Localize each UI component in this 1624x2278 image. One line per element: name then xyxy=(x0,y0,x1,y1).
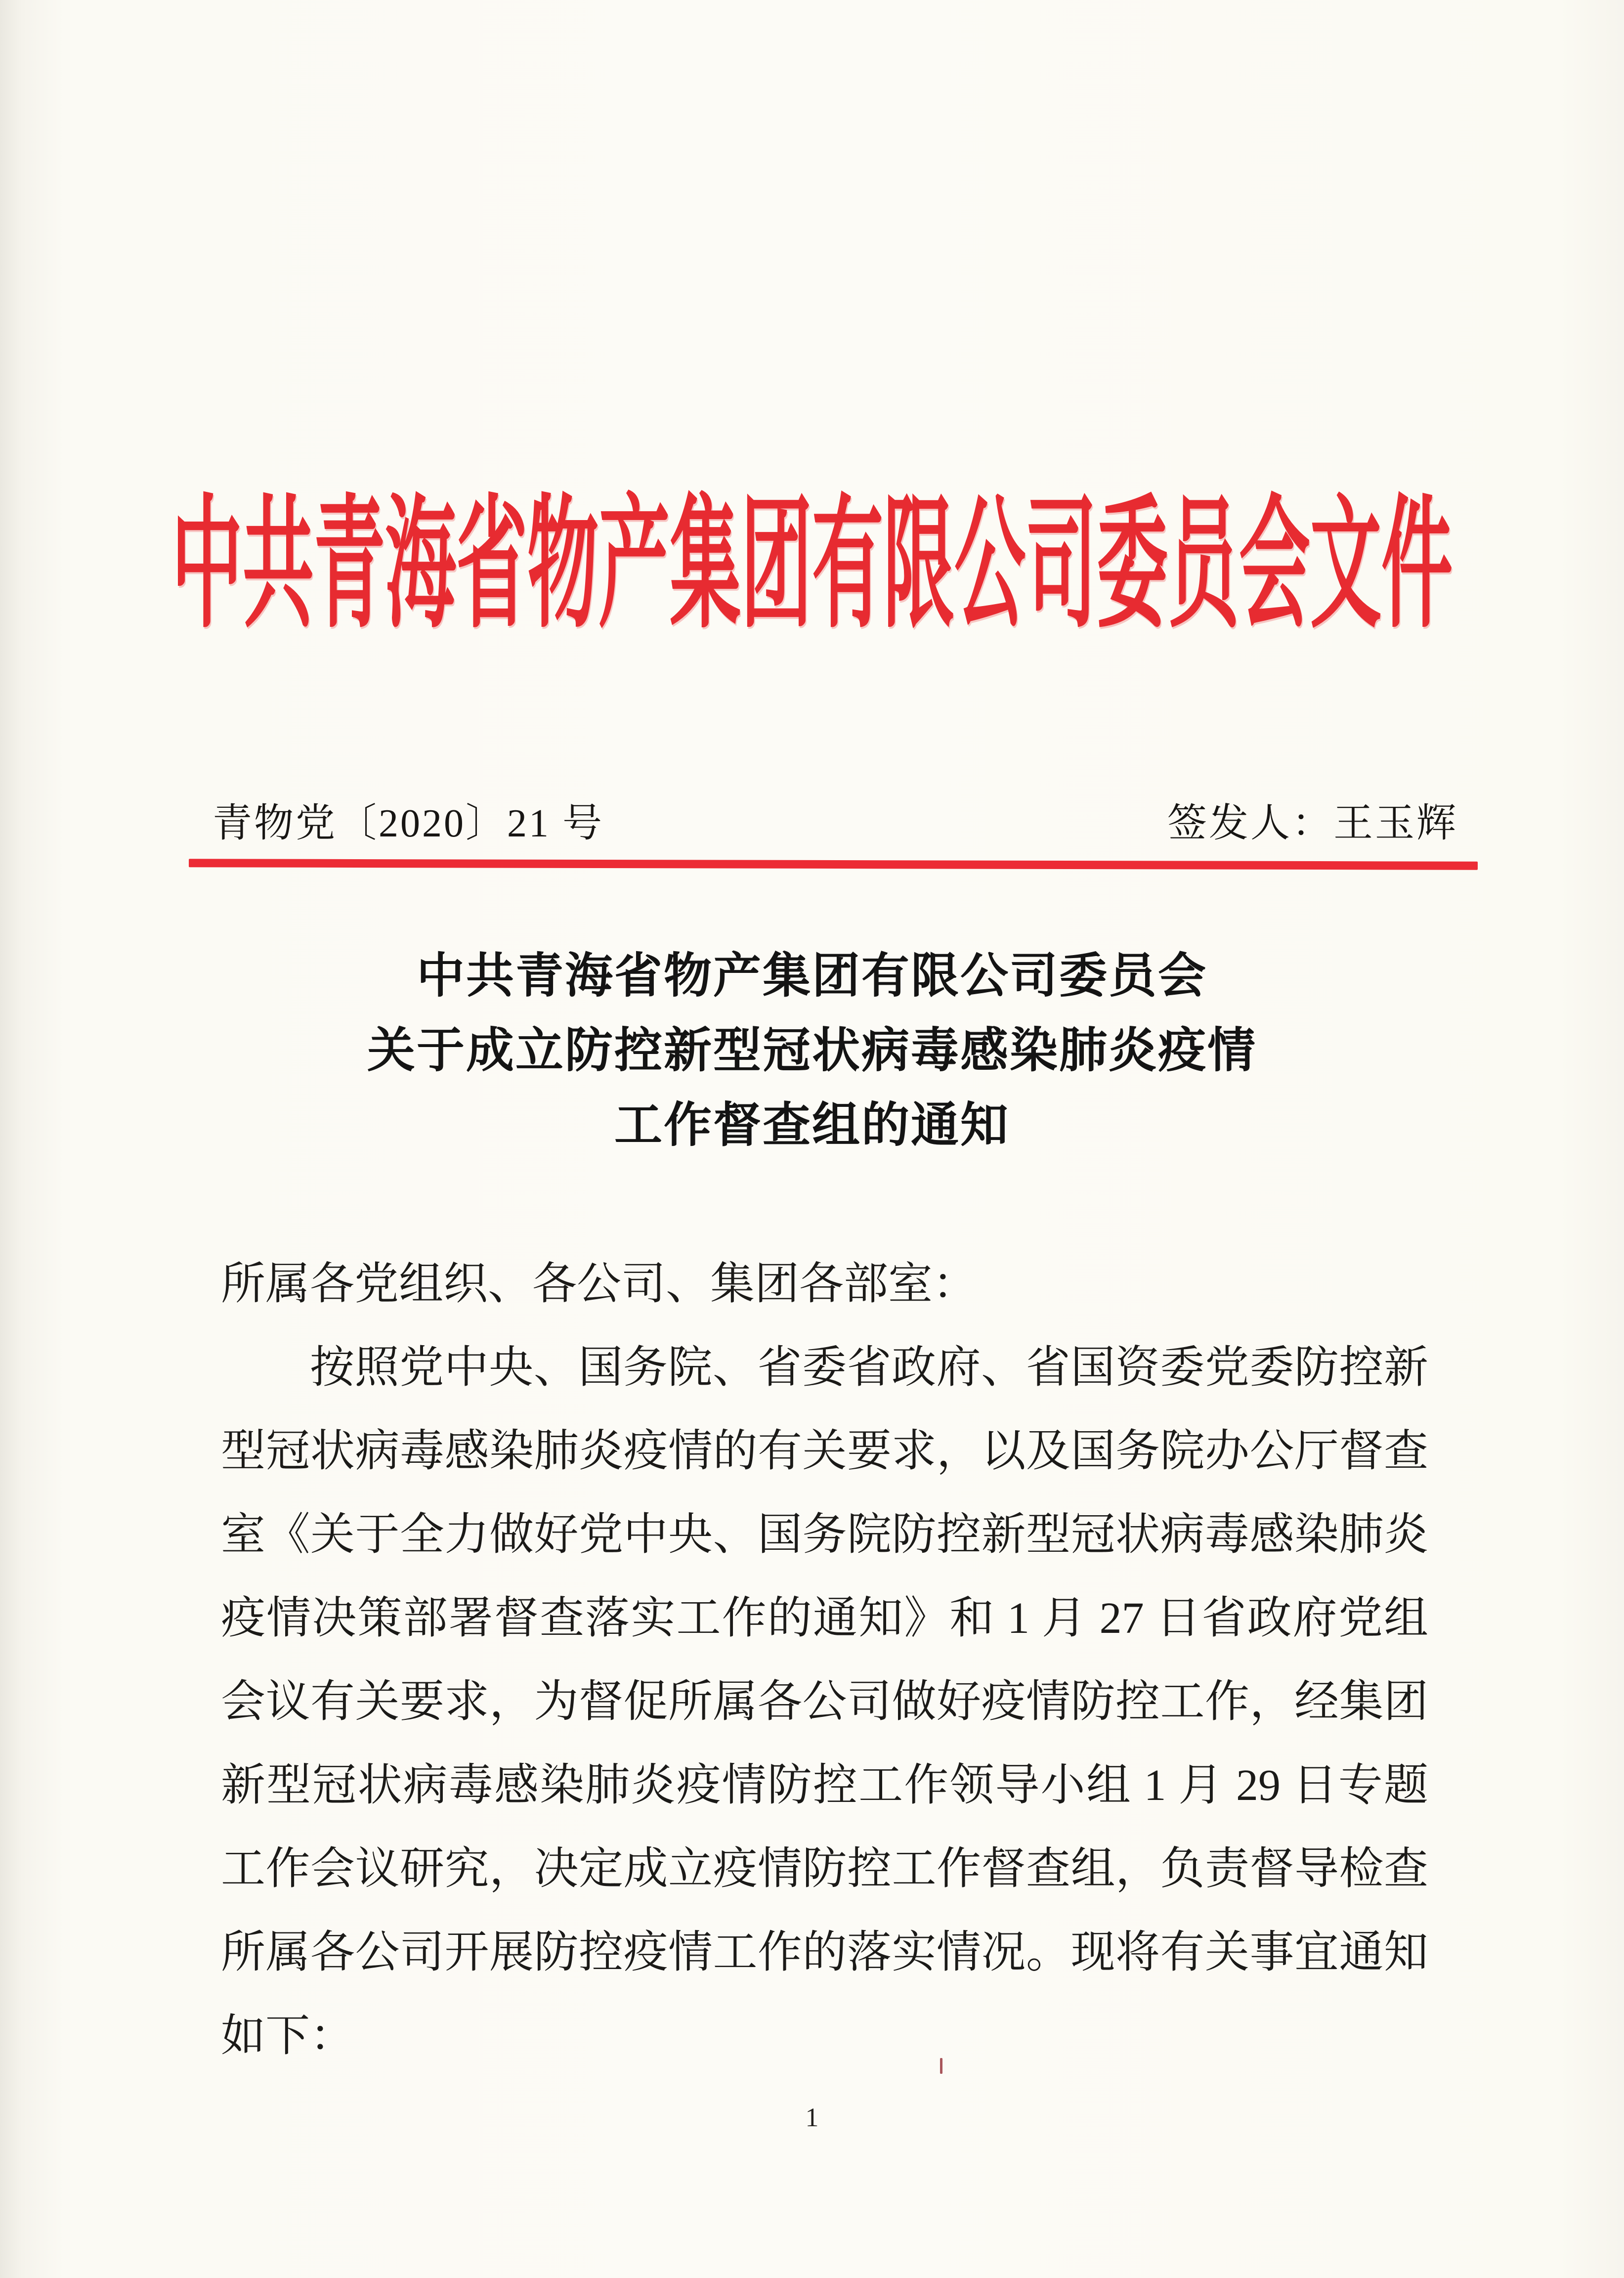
body-line: 型冠状病毒感染肺炎疫情的有关要求，以及国务院办公厅督查 xyxy=(221,1427,1428,1476)
doc-title-line: 中共青海省物产集团有限公司委员会 xyxy=(417,949,1207,1003)
body-text xyxy=(221,1242,1428,2078)
body-line: 工作会议研究，决定成立疫情防控工作督查组，负责督导检查 xyxy=(221,1844,1428,1893)
red-separator xyxy=(189,859,1478,870)
doc-meta-row xyxy=(213,800,1458,847)
salutation-line: 所属各党组织、各公司、集团各部室： xyxy=(221,1260,977,1309)
org-banner: 中共青海省物产集团有限公司委员会文件 xyxy=(171,486,1453,645)
issuer-name: 签发人：王玉辉 xyxy=(1167,802,1458,845)
scan-artifact-mark xyxy=(940,2058,942,2074)
doc-title-line: 关于成立防控新型冠状病毒感染肺炎疫情 xyxy=(367,1023,1257,1077)
letterhead-banner xyxy=(0,486,1624,645)
body-line: 会议有关要求，为督促所属各公司做好疫情防控工作，经集团 xyxy=(221,1677,1428,1726)
body-line: 室《关于全力做好党中央、国务院防控新型冠状病毒感染肺炎 xyxy=(221,1510,1428,1559)
body-line: 疫情决策部署督查落实工作的通知》和 1 月 27 日省政府党组 xyxy=(221,1594,1428,1643)
doc-title xyxy=(0,938,1624,1162)
doc-number: 青物党〔2020〕21 号 xyxy=(213,802,604,845)
body-line: 如下： xyxy=(221,2012,354,2060)
page-number: 1 xyxy=(805,2103,819,2132)
body-line: 按照党中央、国务院、省委省政府、省国资委党委防控新 xyxy=(310,1343,1428,1392)
main-paragraph xyxy=(221,1326,1428,2078)
doc-title-line: 工作督查组的通知 xyxy=(614,1098,1010,1152)
body-line: 所属各公司开展防控疫情工作的落实情况。现将有关事宜通知 xyxy=(221,1928,1428,1977)
body-line: 新型冠状病毒感染肺炎疫情防控工作领导小组 1 月 29 日专题 xyxy=(221,1761,1428,1810)
